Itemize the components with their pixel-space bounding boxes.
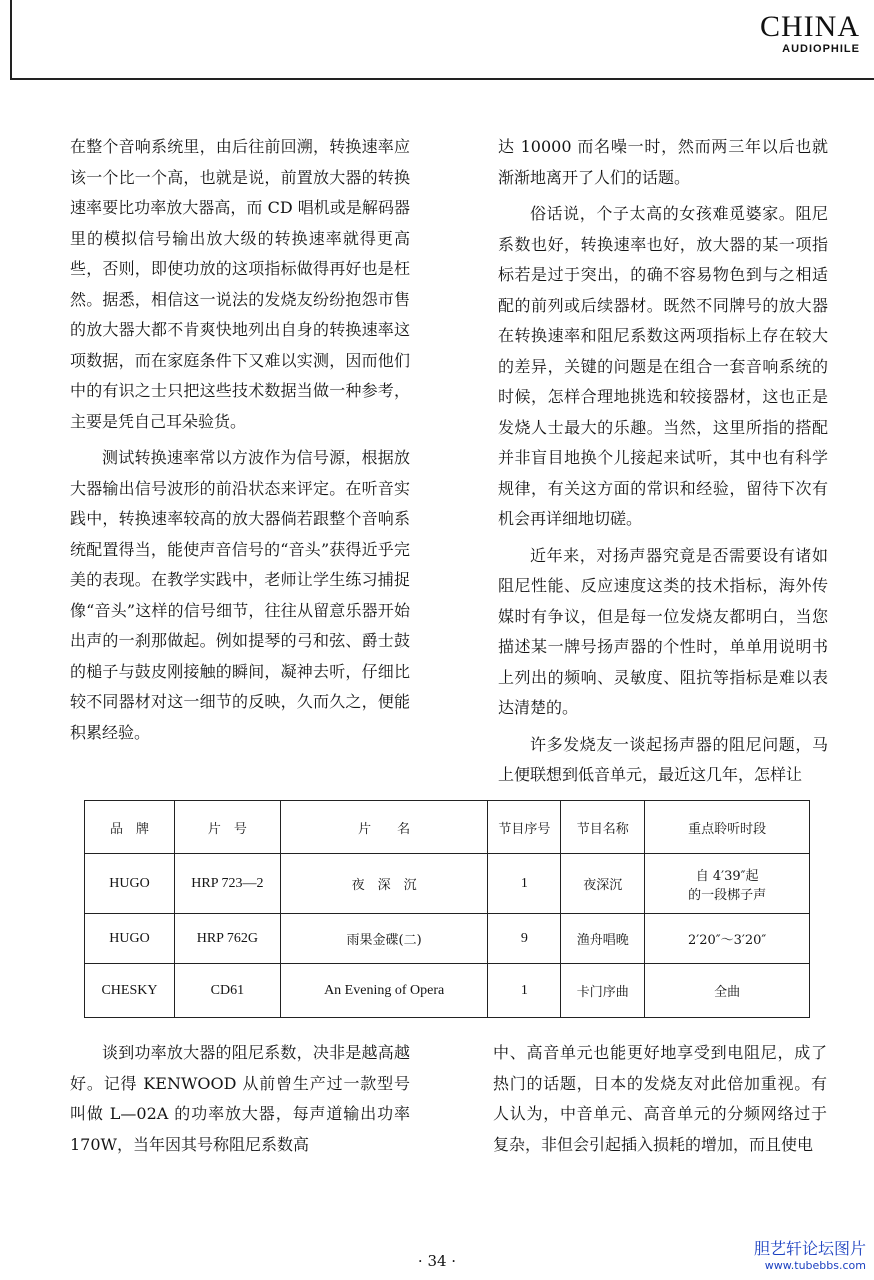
paragraph: 测试转换速率常以方波作为信号源，根据放大器输出信号波形的前沿状态来评定。在听音实践中，转换速率较高的放大器倘若跟整个音响系统配置得当，能使声音信号的“音头”获得近乎完美的表现。在教学实践中，老师让学生练习捕捉像“音头”这样的信号细节，往往从留意乐器开始出声的一刹那做起。例如提琴的弓和弦、爵士鼓的槌子与鼓皮刚接触的瞬间，凝神去听，仔细比较不同器材对这一细节的反映，久而久之，便能积累经验。	[70, 448, 410, 742]
watermark-site-name: 胆艺轩论坛图片	[753, 1239, 866, 1258]
cell-title: An Evening of Opera	[280, 964, 488, 1018]
header-brand: 品 牌	[85, 801, 175, 854]
header-rule	[10, 78, 874, 80]
cell-focus-time: 2′20″～3′20″	[645, 914, 810, 964]
brand-title: CHINA	[760, 10, 860, 43]
header-track-number: 节目序号	[488, 801, 561, 854]
table-row	[85, 914, 810, 964]
cell-title: 夜 深 沉	[280, 854, 488, 914]
paragraph: 达 10000 而名噪一时，然而两三年以后也就渐渐地离开了人们的话题。	[498, 137, 828, 187]
table-row	[85, 854, 810, 914]
listening-program-table	[84, 800, 810, 1018]
column-top-left	[70, 132, 410, 748]
column-bottom-right	[493, 1038, 827, 1160]
brand-subtitle: AUDIOPHILE	[782, 43, 860, 55]
header-focus-time: 重点聆听时段	[645, 801, 810, 854]
magazine-brand	[760, 12, 860, 56]
cell-track-name: 渔舟唱晚	[561, 914, 645, 964]
cell-title: 雨果金碟(二)	[280, 914, 488, 964]
cell-catalog: HRP 762G	[174, 914, 280, 964]
cell-catalog: CD61	[174, 964, 280, 1018]
paragraph: 许多发烧友一谈起扬声器的阻尼问题，马上便联想到低音单元，最近这几年，怎样让	[498, 734, 828, 784]
cell-focus-time: 全曲	[645, 964, 810, 1018]
table-row	[85, 964, 810, 1018]
header-track-name: 节目名称	[561, 801, 645, 854]
paragraph: 谈到功率放大器的阻尼系数，决非是越高越好。记得 KENWOOD 从前曾生产过一款型号叫做 L—02A 的功率放大器，每声道输出功率 170W，当年因其号称阻尼系数高	[70, 1043, 410, 1154]
paragraph: 俗话说，个子太高的女孩难觅婆家。阻尼系数也好，转换速率也好，放大器的某一项指标若是过于突出，的确不容易物色到与之相适配的前列或后续器材。既然不同牌号的放大器在转换速率和阻尼系数这两项指标上存在较大的差异，关键的问题是在组合一套音响系统的时候，怎样合理地挑选和较接器材，这也正是发烧人士最大的乐趣。当然，这里所指的搭配并非盲目地换个儿接起来试听，其中也有科学规律，有关这方面的常识和经验，留待下次有机会再详细地切磋。	[498, 204, 828, 528]
paragraph: 近年来，对扬声器究竟是否需要设有诸如阻尼性能、反应速度这类的技术指标，海外传媒时有争议，但是每一位发烧友都明白，当您描述某一牌号扬声器的个性时，单单用说明书上列出的频响、灵敏度、阻抗等指标是难以表达清楚的。	[498, 545, 828, 717]
site-watermark	[754, 1239, 866, 1273]
watermark-url: www.tubebbs.com	[764, 1259, 866, 1272]
page-number: · 34 ·	[417, 1252, 457, 1270]
cell-brand: HUGO	[85, 914, 175, 964]
paragraph: 中、高音单元也能更好地享受到电阻尼，成了热门的话题，日本的发烧友对此倍加重视。有人认为，中音单元、高音单元的分频网络过于复杂，非但会引起插入损耗的增加，而且使电	[493, 1043, 827, 1154]
cell-focus-time	[645, 854, 810, 914]
cell-track-number: 1	[488, 854, 561, 914]
focus-time-line: 自 4′39″起	[695, 868, 759, 884]
header-title: 片 名	[280, 801, 488, 854]
paragraph: 在整个音响系统里，由后往前回溯，转换速率应该一个比一个高，也就是说，前置放大器的转换速率要比功率放大器高，而 CD 唱机或是解码器里的模拟信号输出放大级的转换速率就得更高些，否则，即使功放的这项指标做得再好也是枉然。据悉，相信这一说法的发烧友纷纷抱怨市售的放大器大都不肯爽快地列出自身的转换速率这项数据，而在家庭条件下又难以实测，因而他们中的有识之士只把这些技术数据当做一种参考，主要是凭自己耳朵验货。	[70, 137, 410, 431]
column-bottom-left	[70, 1038, 410, 1160]
cell-brand: HUGO	[85, 854, 175, 914]
header-vertical-rule	[10, 0, 12, 78]
cell-track-number: 1	[488, 964, 561, 1018]
cell-track-name: 卡门序曲	[561, 964, 645, 1018]
cell-track-name: 夜深沉	[561, 854, 645, 914]
header-catalog: 片 号	[174, 801, 280, 854]
table-header-row	[85, 801, 810, 854]
cell-brand: CHESKY	[85, 964, 175, 1018]
focus-time-line: 的一段梆子声	[688, 887, 767, 903]
cell-track-number: 9	[488, 914, 561, 964]
column-top-right	[498, 132, 828, 791]
cell-catalog: HRP 723—2	[174, 854, 280, 914]
